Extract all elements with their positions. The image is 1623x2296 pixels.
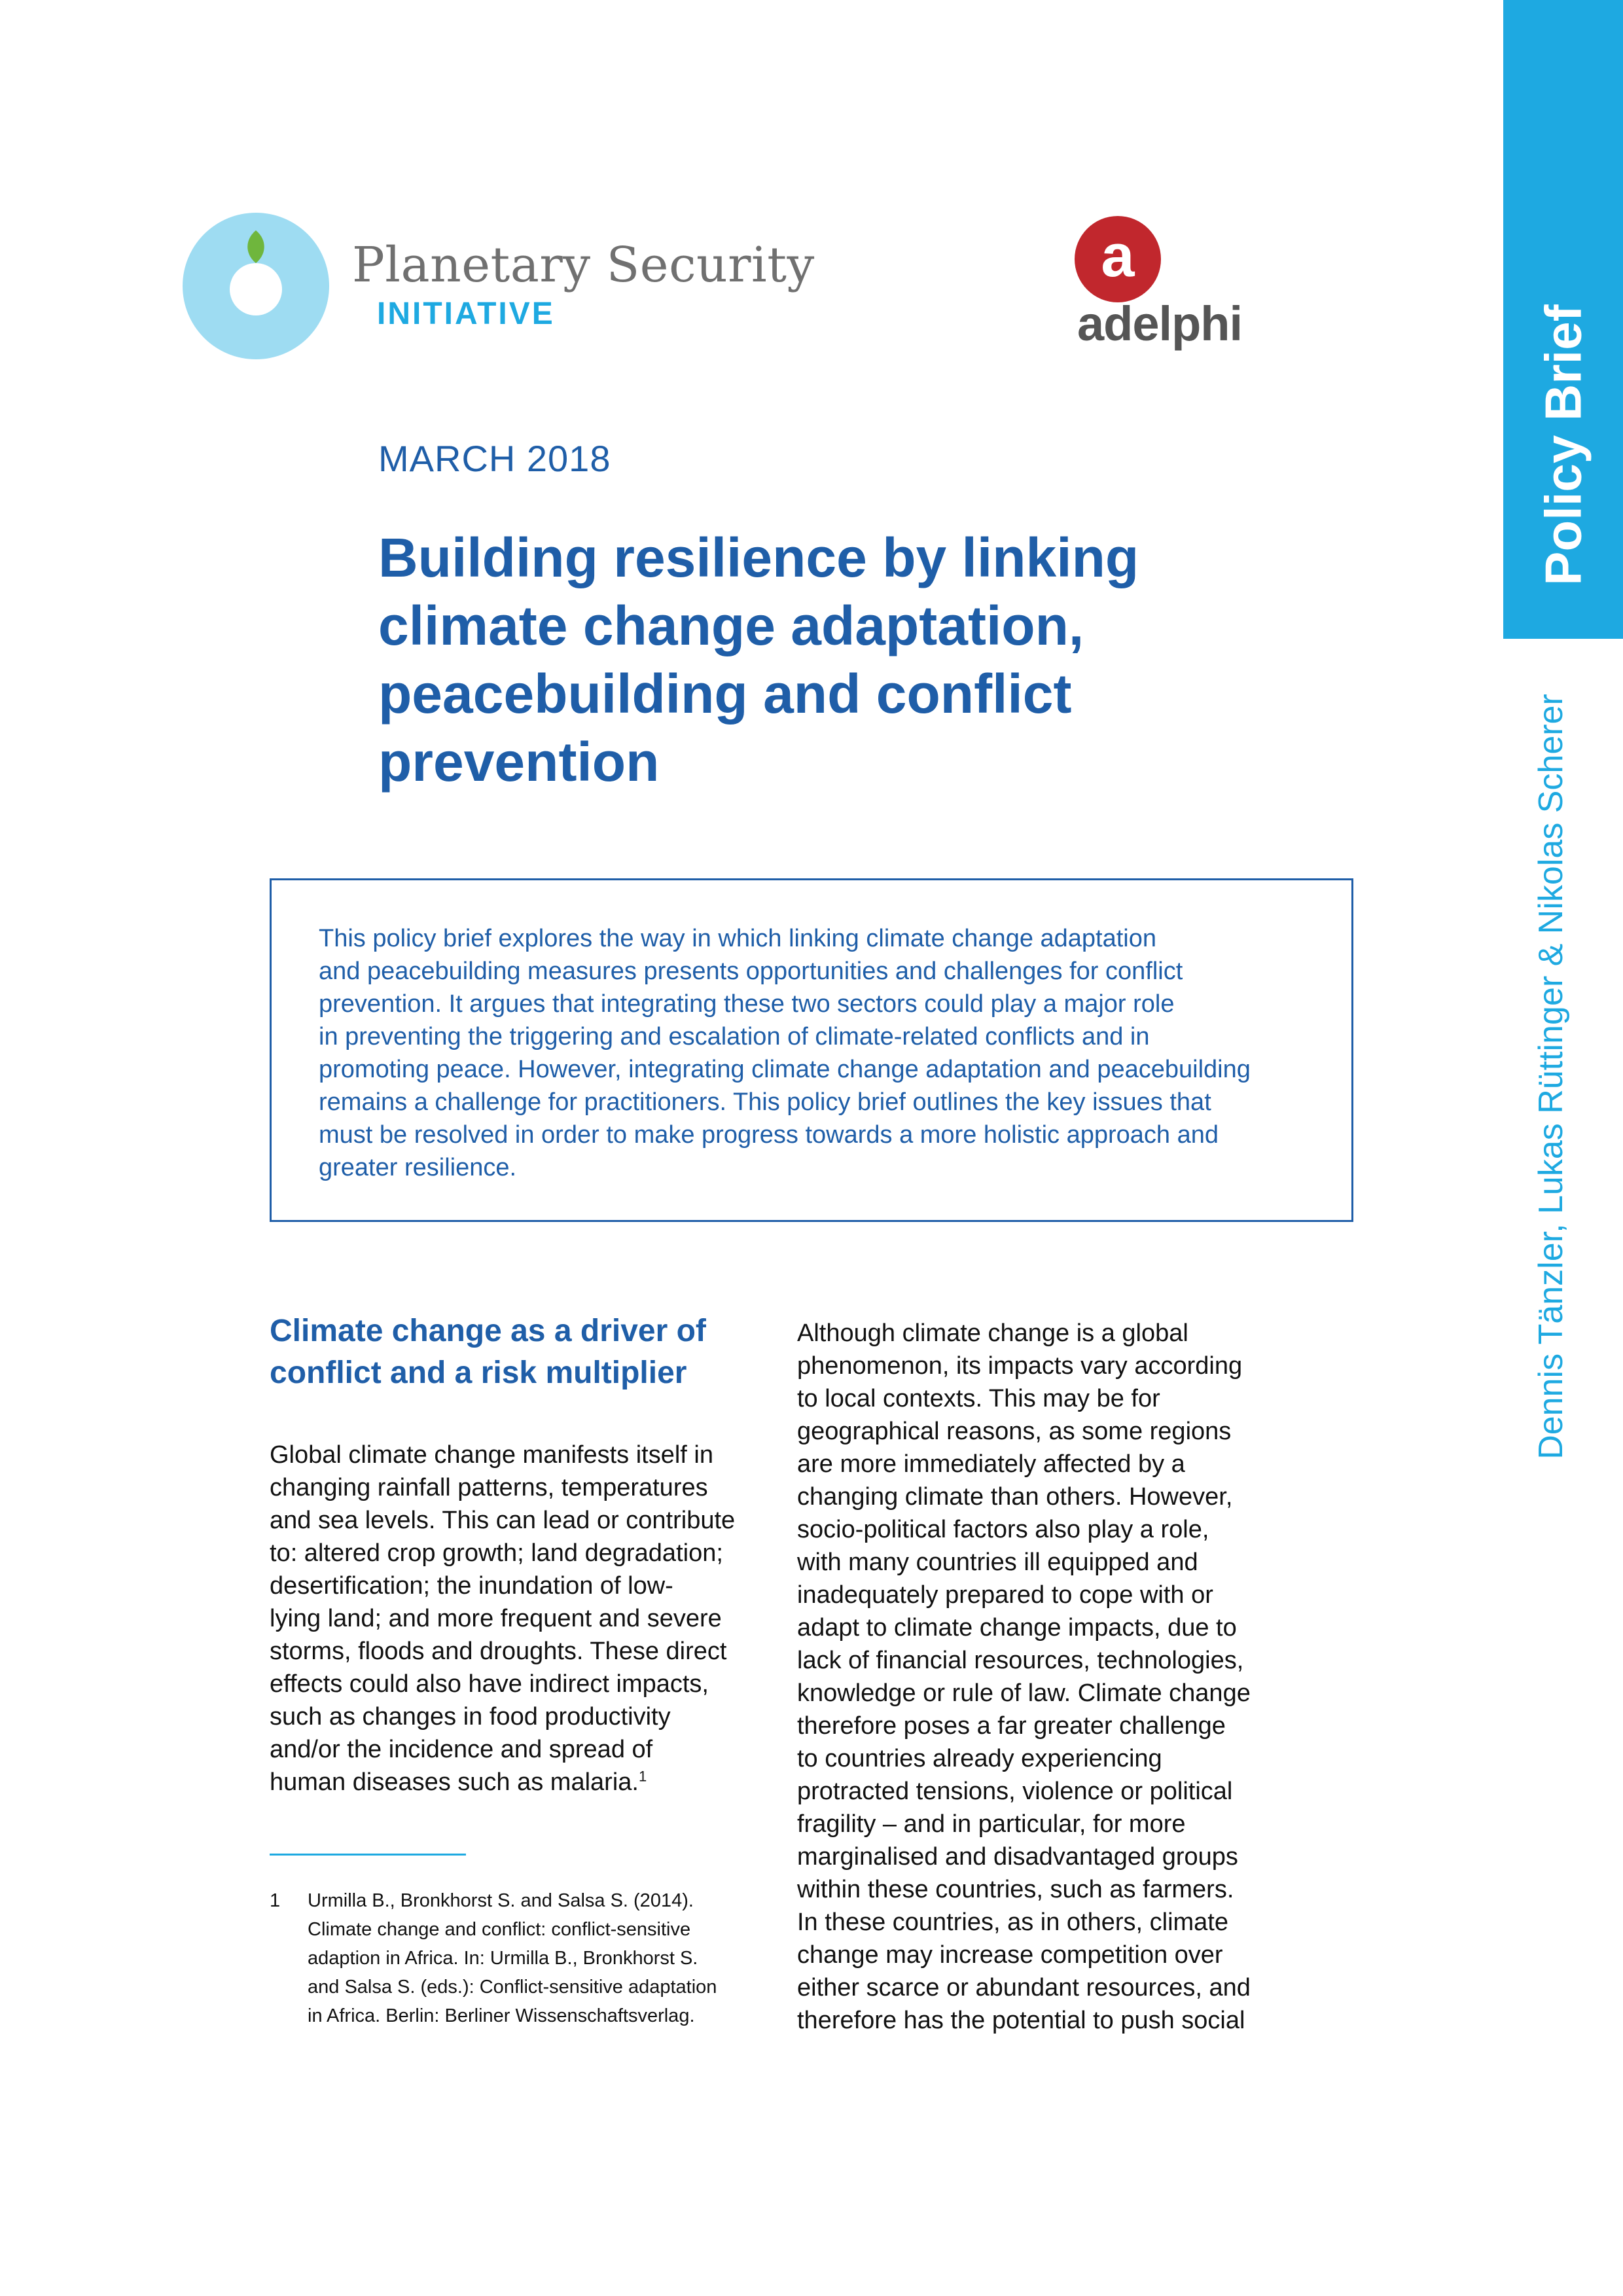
- body-line: therefore has the potential to push social: [797, 2007, 1245, 2034]
- body-line: are more immediately affected by a: [797, 1450, 1185, 1478]
- abstract-line: prevention. It argues that integrating these two sectors could play a major role: [319, 990, 1175, 1018]
- body-line: to: altered crop growth; land degradation;: [270, 1539, 723, 1567]
- abstract-line: remains a challenge for practitioners. This policy brief outlines the key issues that: [319, 1088, 1211, 1116]
- left-column: [270, 1310, 767, 1799]
- psi-logo-name: Planetary Security: [352, 237, 815, 293]
- body-line: either scarce or abundant resources, and: [797, 1974, 1251, 2001]
- body-line: human diseases such as malaria.: [270, 1768, 639, 1796]
- footnote-line: and Salsa S. (eds.): Conflict-sensitive adaptation: [308, 1977, 717, 1998]
- body-line: therefore poses a far greater challenge: [797, 1712, 1226, 1740]
- abstract-line: in preventing the triggering and escalation of climate-related conflicts and in: [319, 1023, 1150, 1050]
- right-body-text: [797, 1317, 1308, 2037]
- body-line: lack of financial resources, technologies,: [797, 1647, 1244, 1674]
- section-heading: [270, 1310, 767, 1394]
- body-line: desertification; the inundation of low-: [270, 1572, 673, 1600]
- policy-brief-label: Policy Brief: [1534, 304, 1592, 586]
- abstract-line: This policy brief explores the way in which linking climate change adaptation: [319, 925, 1157, 952]
- page-title: [378, 524, 1399, 796]
- psi-logo-subtitle: INITIATIVE: [377, 296, 555, 331]
- body-line: marginalised and disadvantaged groups: [797, 1843, 1238, 1871]
- abstract-text: [319, 922, 1327, 1184]
- policy-brief-label-container: [1503, 0, 1623, 639]
- body-line: such as changes in food productivity: [270, 1703, 671, 1731]
- publication-date: MARCH 2018: [378, 438, 611, 479]
- body-line: within these countries, such as farmers.: [797, 1876, 1234, 1903]
- abstract-line: and peacebuilding measures presents opportunities and challenges for conflict: [319, 958, 1183, 985]
- footnote-divider: [270, 1854, 466, 1856]
- body-line: phenomenon, its impacts vary according: [797, 1352, 1243, 1380]
- abstract-line: greater resilience.: [319, 1154, 517, 1181]
- body-line: changing rainfall patterns, temperatures: [270, 1474, 708, 1501]
- adelphi-logo-icon: [1073, 215, 1162, 304]
- title-line: peacebuilding and conflict: [378, 663, 1072, 725]
- left-body-text: [270, 1439, 767, 1799]
- footnote-text: [308, 1886, 717, 2030]
- footnote-reference[interactable]: 1: [638, 1768, 647, 1785]
- body-line: socio-political factors also play a role,: [797, 1516, 1209, 1543]
- abstract-line: promoting peace. However, integrating climate change adaptation and peacebuilding: [319, 1056, 1251, 1083]
- footnote-line: adaption in Africa. In: Urmilla B., Bronkhorst S.: [308, 1948, 698, 1969]
- footnote-line: Urmilla B., Bronkhorst S. and Salsa S. (2014).: [308, 1890, 694, 1911]
- psi-logo-icon: [181, 211, 331, 361]
- authors-container: [1525, 694, 1577, 1460]
- footnote-line: in Africa. Berlin: Berliner Wissenschaftsverlag.: [308, 2005, 695, 2026]
- footnote-line: Climate change and conflict: conflict-sensitive: [308, 1919, 691, 1940]
- body-line: storms, floods and droughts. These direct: [270, 1638, 727, 1665]
- right-column: [797, 1317, 1308, 2037]
- abstract-line: must be resolved in order to make progress towards a more holistic approach and: [319, 1121, 1219, 1149]
- body-line: fragility – and in particular, for more: [797, 1810, 1186, 1838]
- body-line: In these countries, as in others, climate: [797, 1909, 1228, 1936]
- adelphi-logo-mark-glyph: a: [1101, 223, 1135, 289]
- body-line: inadequately prepared to cope with or: [797, 1581, 1213, 1609]
- adelphi-logo-name: adelphi: [1077, 296, 1243, 351]
- body-line: lying land; and more frequent and severe: [270, 1605, 722, 1632]
- body-line: and/or the incidence and spread of: [270, 1736, 653, 1763]
- body-line: to countries already experiencing: [797, 1745, 1162, 1772]
- section-heading-line: conflict and a risk multiplier: [270, 1355, 687, 1390]
- abstract-box: [270, 878, 1353, 1222]
- body-line: effects could also have indirect impacts,: [270, 1670, 709, 1698]
- title-line: Building resilience by linking: [378, 527, 1139, 588]
- body-line: change may increase competition over: [797, 1941, 1223, 1969]
- body-line: Global climate change manifests itself in: [270, 1441, 713, 1469]
- authors-text: Dennis Tänzler, Lukas Rüttinger & Nikolas Scherer: [1532, 694, 1570, 1460]
- body-line: and sea levels. This can lead or contribute: [270, 1507, 736, 1534]
- body-line: with many countries ill equipped and: [797, 1549, 1198, 1576]
- body-line: geographical reasons, as some regions: [797, 1418, 1232, 1445]
- title-line: climate change adaptation,: [378, 595, 1084, 656]
- body-line: changing climate than others. However,: [797, 1483, 1233, 1511]
- body-line: Although climate change is a global: [797, 1319, 1188, 1347]
- body-line-last: [270, 1766, 767, 1799]
- title-line: prevention: [378, 731, 660, 793]
- footnote-number: 1: [270, 1890, 281, 1911]
- body-line: knowledge or rule of law. Climate change: [797, 1679, 1251, 1707]
- body-line: protracted tensions, violence or political: [797, 1778, 1233, 1805]
- section-heading-line: Climate change as a driver of: [270, 1314, 706, 1348]
- body-line: adapt to climate change impacts, due to: [797, 1614, 1237, 1641]
- body-line: to local contexts. This may be for: [797, 1385, 1160, 1412]
